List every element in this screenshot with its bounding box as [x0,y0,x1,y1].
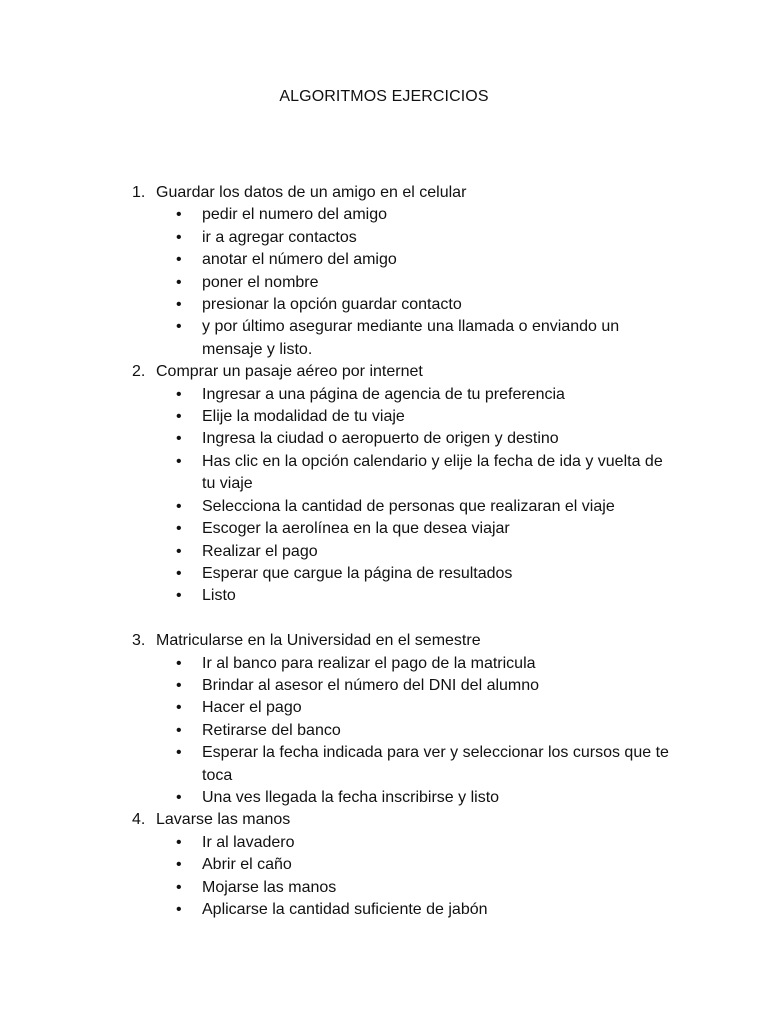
step-text: Ingresa la ciudad o aeropuerto de origen y destino [202,430,559,448]
exercise-number: 4. [132,811,146,829]
bullet-icon: • [176,699,182,717]
step-list [156,653,672,810]
step-item [156,451,672,496]
step-list [156,384,672,608]
step-item [156,384,672,406]
step-text: Esperar la fecha indicada para ver y seleccionar los cursos que te toca [202,744,669,784]
step-text: Brindar al asesor el número del DNI del alumno [202,676,540,694]
step-item [156,428,672,450]
bullet-icon: • [176,206,182,224]
bullet-icon: • [176,900,182,918]
step-text: poner el nombre [202,273,319,291]
bullet-icon: • [176,878,182,896]
step-text: anotar el número del amigo [202,251,397,269]
exercise-item [132,630,672,809]
step-text: Retirarse del banco [202,721,341,739]
bullet-icon: • [176,542,182,560]
exercise-title: Guardar los datos de un amigo en el celular [156,184,467,201]
step-text: Selecciona la cantidad de personas que realizaran el viaje [202,497,615,515]
step-text: Una ves llegada la fecha inscribirse y listo [202,788,500,806]
step-list [156,832,672,922]
step-text: Hacer el pago [202,699,302,717]
step-item [156,272,672,294]
step-item [156,541,672,563]
exercise-list [132,182,672,921]
document-title: ALGORITMOS EJERCICIOS [279,88,489,105]
step-item [156,249,672,271]
step-item [156,496,672,518]
step-text: y por último asegurar mediante una llamada o enviando un mensaje y listo. [202,318,620,358]
bullet-icon: • [176,296,182,314]
step-text: Listo [202,587,236,605]
bullet-icon: • [176,228,182,246]
exercise-item [132,182,672,361]
exercise-number: 2. [132,363,146,381]
step-text: Realizar el pago [202,542,318,560]
bullet-icon: • [176,744,182,762]
exercise-item [132,361,672,607]
step-item [156,832,672,854]
bullet-icon: • [176,654,182,672]
step-item [156,585,672,607]
step-item [156,854,672,876]
bullet-icon: • [176,788,182,806]
exercise-title: Comprar un pasaje aéreo por internet [156,363,423,381]
step-text: Has clic en la opción calendario y elije la fecha de ida y vuelta de tu viaje [202,452,663,493]
bullet-icon: • [176,385,182,403]
step-text: Ir al lavadero [202,833,295,851]
bullet-icon: • [176,497,182,515]
step-item [156,877,672,899]
step-item [156,294,672,316]
step-text: Mojarse las manos [202,878,337,896]
step-item [156,742,672,787]
step-item [156,787,672,809]
step-item [156,204,672,226]
bullet-icon: • [176,833,182,851]
step-text: ir a agregar contactos [202,228,357,246]
bullet-icon: • [176,856,182,874]
exercise-title: Matricularse en la Universidad en el semestre [156,632,481,650]
step-list [156,204,672,361]
step-text: Escoger la aerolínea en la que desea viajar [202,520,510,538]
step-item [156,563,672,585]
step-item [156,227,672,249]
bullet-icon: • [176,676,182,694]
bullet-icon: • [176,721,182,739]
bullet-icon: • [176,251,182,269]
step-item [156,697,672,719]
step-text: Ir al banco para realizar el pago de la matricula [202,654,536,672]
step-item [156,675,672,697]
step-text: Aplicarse la cantidad suficiente de jabón [202,900,488,918]
step-item [156,406,672,428]
bullet-icon: • [176,318,182,336]
bullet-icon: • [176,273,182,291]
bullet-icon: • [176,520,182,538]
step-item [156,653,672,675]
step-text: Abrir el caño [202,856,292,874]
exercise-number: 3. [132,632,146,650]
step-text: Esperar que cargue la página de resultados [202,564,513,582]
step-item [156,899,672,921]
bullet-icon: • [176,452,182,470]
exercise-item [132,809,672,921]
step-text: pedir el numero del amigo [202,206,387,224]
bullet-icon: • [176,564,182,582]
bullet-icon: • [176,408,182,426]
step-item [156,316,672,361]
exercise-number: 1. [132,184,146,201]
step-text: presionar la opción guardar contacto [202,296,462,314]
step-item [156,518,672,540]
step-item [156,720,672,742]
bullet-icon: • [176,587,182,605]
step-text: Elije la modalidad de tu viaje [202,408,405,426]
exercise-title: Lavarse las manos [156,811,291,829]
bullet-icon: • [176,430,182,448]
step-text: Ingresar a una página de agencia de tu preferencia [202,385,565,403]
